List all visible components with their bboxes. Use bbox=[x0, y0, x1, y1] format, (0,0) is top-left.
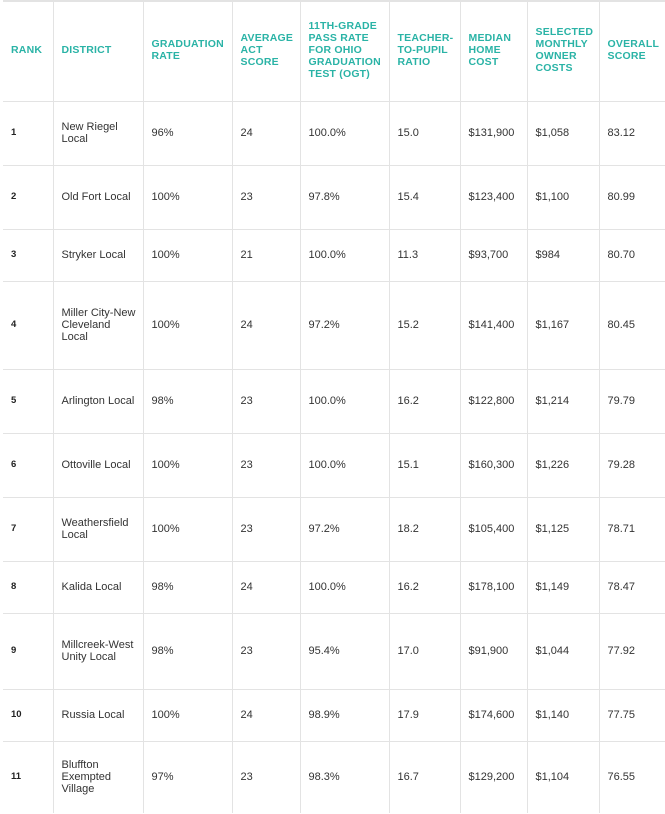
ratio-cell: 15.2 bbox=[389, 281, 460, 369]
home-cost-cell: $174,600 bbox=[460, 689, 527, 741]
table-row bbox=[3, 689, 665, 741]
header-row bbox=[3, 2, 665, 101]
ratio-cell: 17.9 bbox=[389, 689, 460, 741]
overall-score-cell: 78.47 bbox=[599, 561, 665, 613]
act-score-cell: 24 bbox=[232, 689, 300, 741]
table-row bbox=[3, 741, 665, 813]
district-cell: Kalida Local bbox=[53, 561, 143, 613]
home-cost-cell: $129,200 bbox=[460, 741, 527, 813]
owner-costs-cell: $1,140 bbox=[527, 689, 599, 741]
district-cell: Millcreek-West Unity Local bbox=[53, 613, 143, 689]
district-cell: Old Fort Local bbox=[53, 165, 143, 229]
overall-score-cell: 79.28 bbox=[599, 433, 665, 497]
home-cost-cell: $160,300 bbox=[460, 433, 527, 497]
graduation-rate-cell: 98% bbox=[143, 613, 232, 689]
owner-costs-cell: $1,058 bbox=[527, 101, 599, 165]
owner-costs-cell: $1,214 bbox=[527, 369, 599, 433]
graduation-rate-cell: 100% bbox=[143, 689, 232, 741]
table-row bbox=[3, 497, 665, 561]
ogt-pass-rate-cell: 98.9% bbox=[300, 689, 389, 741]
table-row bbox=[3, 101, 665, 165]
ratio-cell: 16.2 bbox=[389, 561, 460, 613]
district-cell: Stryker Local bbox=[53, 229, 143, 281]
home-cost-cell: $105,400 bbox=[460, 497, 527, 561]
graduation-rate-cell: 97% bbox=[143, 741, 232, 813]
act-score-cell: 21 bbox=[232, 229, 300, 281]
rank-cell: 8 bbox=[3, 561, 53, 613]
rank-cell: 7 bbox=[3, 497, 53, 561]
ratio-cell: 11.3 bbox=[389, 229, 460, 281]
owner-costs-cell: $1,167 bbox=[527, 281, 599, 369]
ogt-pass-rate-cell: 98.3% bbox=[300, 741, 389, 813]
rank-cell: 11 bbox=[3, 741, 53, 813]
rankings-table bbox=[3, 2, 665, 813]
owner-costs-cell: $1,104 bbox=[527, 741, 599, 813]
act-score-cell: 24 bbox=[232, 281, 300, 369]
ratio-cell: 18.2 bbox=[389, 497, 460, 561]
ratio-cell: 15.4 bbox=[389, 165, 460, 229]
header-monthly-owner-costs: SELECTED MONTHLY OWNER COSTS bbox=[527, 2, 599, 101]
overall-score-cell: 80.99 bbox=[599, 165, 665, 229]
act-score-cell: 23 bbox=[232, 433, 300, 497]
header-graduation-rate: GRADUATION RATE bbox=[143, 2, 232, 101]
district-cell: New Riegel Local bbox=[53, 101, 143, 165]
owner-costs-cell: $1,125 bbox=[527, 497, 599, 561]
overall-score-cell: 80.45 bbox=[599, 281, 665, 369]
owner-costs-cell: $1,044 bbox=[527, 613, 599, 689]
ratio-cell: 16.2 bbox=[389, 369, 460, 433]
owner-costs-cell: $984 bbox=[527, 229, 599, 281]
header-overall-score: OVERALL SCORE bbox=[599, 2, 665, 101]
graduation-rate-cell: 98% bbox=[143, 369, 232, 433]
table-row bbox=[3, 281, 665, 369]
act-score-cell: 23 bbox=[232, 741, 300, 813]
graduation-rate-cell: 100% bbox=[143, 497, 232, 561]
home-cost-cell: $141,400 bbox=[460, 281, 527, 369]
rank-cell: 9 bbox=[3, 613, 53, 689]
rank-cell: 6 bbox=[3, 433, 53, 497]
ogt-pass-rate-cell: 100.0% bbox=[300, 101, 389, 165]
rank-cell: 3 bbox=[3, 229, 53, 281]
home-cost-cell: $123,400 bbox=[460, 165, 527, 229]
home-cost-cell: $131,900 bbox=[460, 101, 527, 165]
ogt-pass-rate-cell: 97.8% bbox=[300, 165, 389, 229]
act-score-cell: 23 bbox=[232, 613, 300, 689]
overall-score-cell: 79.79 bbox=[599, 369, 665, 433]
graduation-rate-cell: 100% bbox=[143, 433, 232, 497]
header-teacher-to-pupil-ratio: TEACHER-TO-PUPIL RATIO bbox=[389, 2, 460, 101]
ratio-cell: 15.1 bbox=[389, 433, 460, 497]
overall-score-cell: 77.75 bbox=[599, 689, 665, 741]
home-cost-cell: $178,100 bbox=[460, 561, 527, 613]
graduation-rate-cell: 100% bbox=[143, 281, 232, 369]
table-row bbox=[3, 369, 665, 433]
table-row bbox=[3, 165, 665, 229]
ratio-cell: 15.0 bbox=[389, 101, 460, 165]
district-cell: Bluffton Exempted Village bbox=[53, 741, 143, 813]
district-cell: Weathersfield Local bbox=[53, 497, 143, 561]
act-score-cell: 23 bbox=[232, 165, 300, 229]
table-row bbox=[3, 433, 665, 497]
owner-costs-cell: $1,226 bbox=[527, 433, 599, 497]
owner-costs-cell: $1,149 bbox=[527, 561, 599, 613]
ogt-pass-rate-cell: 97.2% bbox=[300, 281, 389, 369]
district-cell: Arlington Local bbox=[53, 369, 143, 433]
header-district: DISTRICT bbox=[53, 2, 143, 101]
table-row bbox=[3, 229, 665, 281]
table-row bbox=[3, 561, 665, 613]
overall-score-cell: 83.12 bbox=[599, 101, 665, 165]
district-cell: Russia Local bbox=[53, 689, 143, 741]
header-rank: RANK bbox=[11, 44, 43, 56]
ogt-pass-rate-cell: 100.0% bbox=[300, 561, 389, 613]
ogt-pass-rate-cell: 95.4% bbox=[300, 613, 389, 689]
overall-score-cell: 76.55 bbox=[599, 741, 665, 813]
table-row bbox=[3, 613, 665, 689]
rank-cell: 10 bbox=[3, 689, 53, 741]
graduation-rate-cell: 100% bbox=[143, 165, 232, 229]
header-ogt-pass-rate: 11TH-GRADE PASS RATE FOR OHIO GRADUATION TEST (OGT) bbox=[300, 2, 389, 101]
ogt-pass-rate-cell: 97.2% bbox=[300, 497, 389, 561]
rank-cell: 5 bbox=[3, 369, 53, 433]
header-median-home-cost: MEDIAN HOME COST bbox=[460, 2, 527, 101]
district-cell: Miller City-New Cleveland Local bbox=[53, 281, 143, 369]
graduation-rate-cell: 96% bbox=[143, 101, 232, 165]
ogt-pass-rate-cell: 100.0% bbox=[300, 229, 389, 281]
ogt-pass-rate-cell: 100.0% bbox=[300, 369, 389, 433]
act-score-cell: 24 bbox=[232, 101, 300, 165]
home-cost-cell: $122,800 bbox=[460, 369, 527, 433]
header-average-act-score: AVERAGE ACT SCORE bbox=[232, 2, 300, 101]
rank-cell: 2 bbox=[3, 165, 53, 229]
rank-cell: 4 bbox=[3, 281, 53, 369]
graduation-rate-cell: 98% bbox=[143, 561, 232, 613]
home-cost-cell: $91,900 bbox=[460, 613, 527, 689]
district-cell: Ottoville Local bbox=[53, 433, 143, 497]
overall-score-cell: 77.92 bbox=[599, 613, 665, 689]
home-cost-cell: $93,700 bbox=[460, 229, 527, 281]
act-score-cell: 23 bbox=[232, 369, 300, 433]
ratio-cell: 17.0 bbox=[389, 613, 460, 689]
overall-score-cell: 78.71 bbox=[599, 497, 665, 561]
rank-cell: 1 bbox=[3, 101, 53, 165]
ogt-pass-rate-cell: 100.0% bbox=[300, 433, 389, 497]
owner-costs-cell: $1,100 bbox=[527, 165, 599, 229]
ratio-cell: 16.7 bbox=[389, 741, 460, 813]
overall-score-cell: 80.70 bbox=[599, 229, 665, 281]
act-score-cell: 24 bbox=[232, 561, 300, 613]
graduation-rate-cell: 100% bbox=[143, 229, 232, 281]
act-score-cell: 23 bbox=[232, 497, 300, 561]
